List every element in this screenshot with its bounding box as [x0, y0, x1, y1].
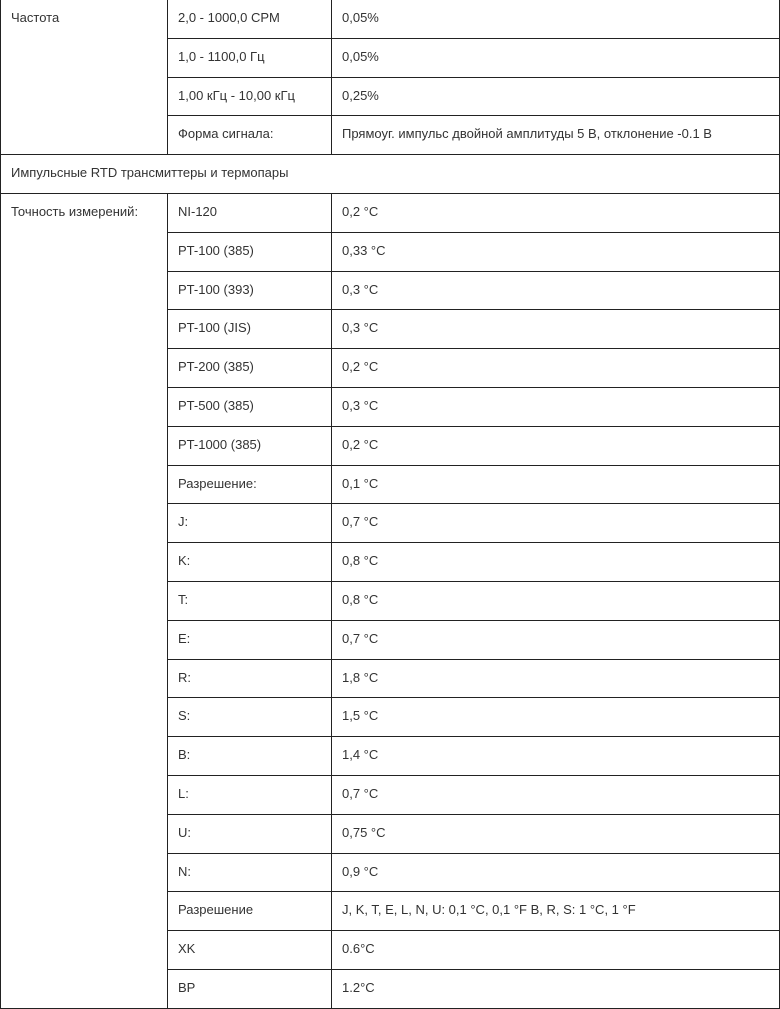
param-cell: K: — [168, 543, 332, 582]
param-cell: Разрешение: — [168, 465, 332, 504]
value-cell: 0,25% — [332, 77, 780, 116]
param-cell: J: — [168, 504, 332, 543]
param-cell: Форма сигнала: — [168, 116, 332, 155]
param-cell: PT-500 (385) — [168, 387, 332, 426]
value-cell: 1,5 °C — [332, 698, 780, 737]
param-cell: E: — [168, 620, 332, 659]
value-cell: 0,75 °C — [332, 814, 780, 853]
value-cell: 0,33 °C — [332, 232, 780, 271]
value-cell: 1.2°C — [332, 969, 780, 1008]
param-cell: 2,0 - 1000,0 CPM — [168, 0, 332, 38]
param-cell: 1,0 - 1100,0 Гц — [168, 38, 332, 77]
param-cell: PT-100 (385) — [168, 232, 332, 271]
value-cell: 0,05% — [332, 38, 780, 77]
param-cell: T: — [168, 581, 332, 620]
value-cell: 0.6°C — [332, 931, 780, 970]
value-cell: 0,8 °C — [332, 581, 780, 620]
param-cell: PT-1000 (385) — [168, 426, 332, 465]
value-cell: 0,2 °C — [332, 426, 780, 465]
value-cell: 0,3 °C — [332, 387, 780, 426]
value-cell: 0,9 °C — [332, 853, 780, 892]
value-cell: 0,7 °C — [332, 775, 780, 814]
section-header: Импульсные RTD трансмиттеры и термопары — [1, 155, 780, 194]
value-cell: J, K, T, E, L, N, U: 0,1 °C, 0,1 °F B, R, S: 1 °C, 1 °F — [332, 892, 780, 931]
section-label-accuracy: Точность измерений: — [1, 193, 168, 1008]
param-cell: U: — [168, 814, 332, 853]
param-cell: BP — [168, 969, 332, 1008]
value-cell: 0,3 °C — [332, 271, 780, 310]
value-cell: 0,7 °C — [332, 504, 780, 543]
param-cell: 1,00 кГц - 10,00 кГц — [168, 77, 332, 116]
param-cell: R: — [168, 659, 332, 698]
value-cell: 0,05% — [332, 0, 780, 38]
param-cell: Разрешение — [168, 892, 332, 931]
param-cell: PT-100 (JIS) — [168, 310, 332, 349]
value-cell: Прямоуг. импульс двойной амплитуды 5 В, отклонение -0.1 В — [332, 116, 780, 155]
table-row — [1, 193, 780, 232]
table-row — [1, 0, 780, 38]
param-cell: XK — [168, 931, 332, 970]
value-cell: 0,3 °C — [332, 310, 780, 349]
value-cell: 0,7 °C — [332, 620, 780, 659]
param-cell: L: — [168, 775, 332, 814]
param-cell: NI-120 — [168, 193, 332, 232]
param-cell: B: — [168, 737, 332, 776]
value-cell: 1,4 °C — [332, 737, 780, 776]
section-label-frequency: Частота — [1, 0, 168, 155]
value-cell: 0,2 °C — [332, 193, 780, 232]
value-cell: 1,8 °C — [332, 659, 780, 698]
value-cell: 0,2 °C — [332, 349, 780, 388]
param-cell: N: — [168, 853, 332, 892]
section-header-row — [1, 155, 780, 194]
param-cell: S: — [168, 698, 332, 737]
value-cell: 0,1 °C — [332, 465, 780, 504]
param-cell: PT-200 (385) — [168, 349, 332, 388]
param-cell: PT-100 (393) — [168, 271, 332, 310]
value-cell: 0,8 °C — [332, 543, 780, 582]
